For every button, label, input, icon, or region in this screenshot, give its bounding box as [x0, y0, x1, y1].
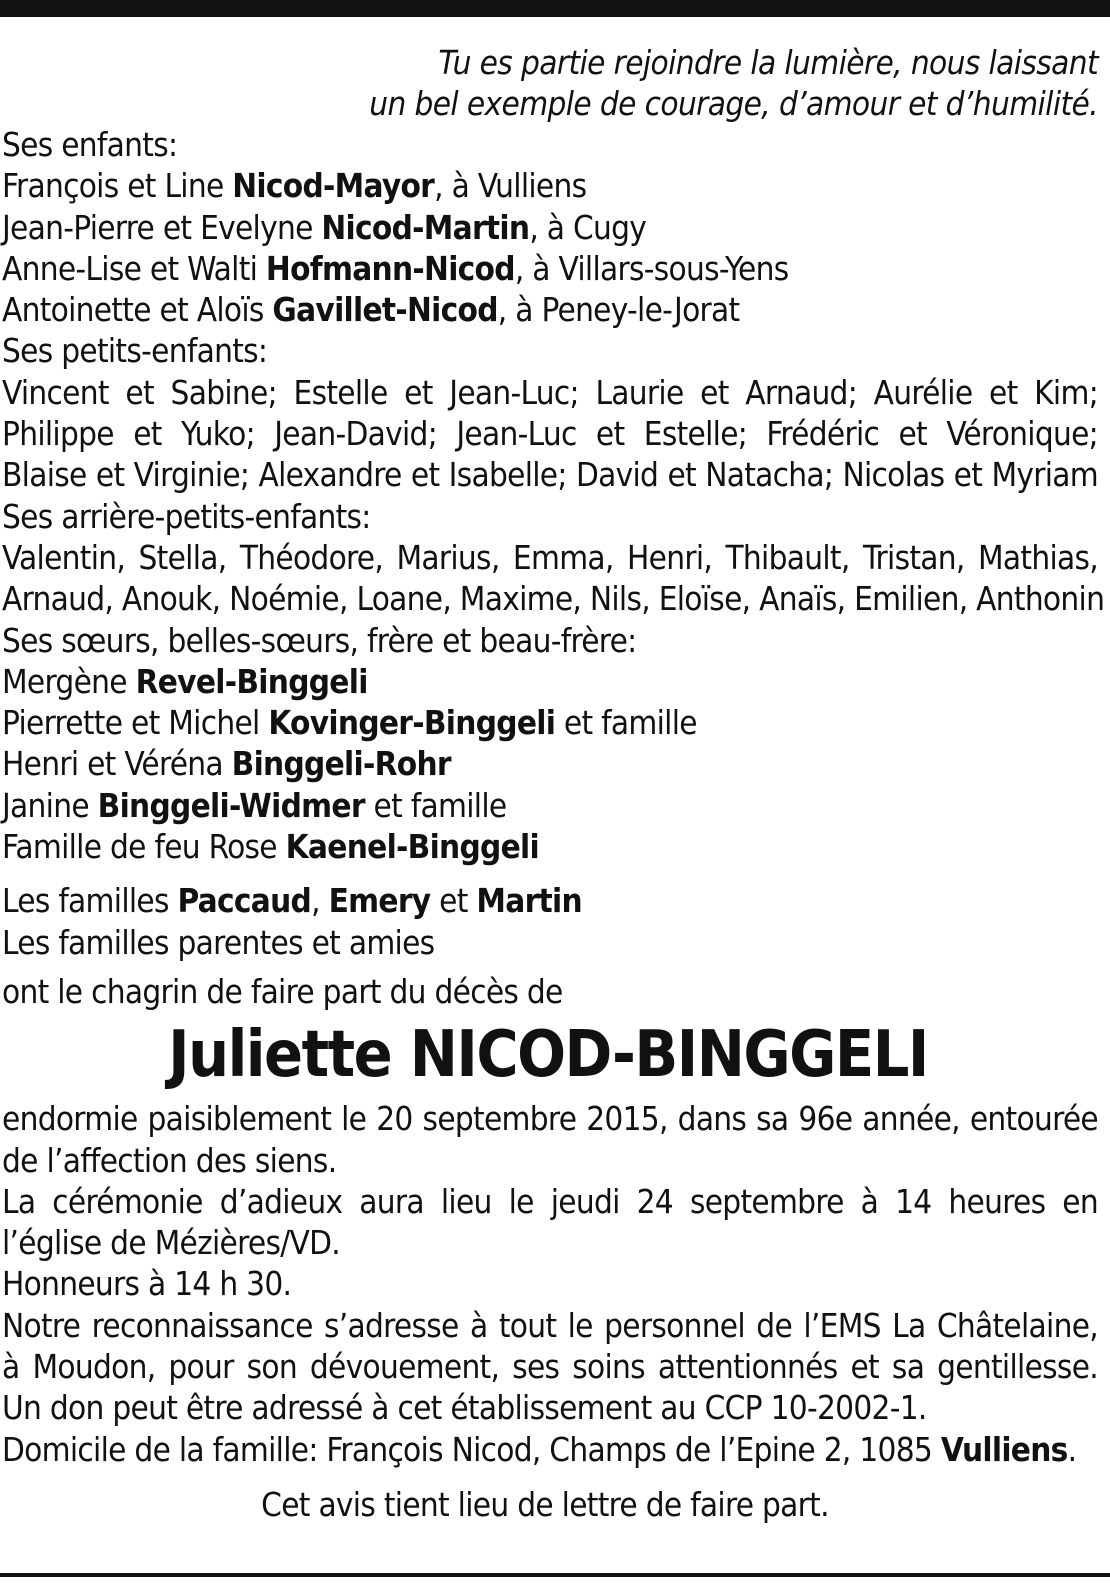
entry-surname: Gavillet-Nicod [272, 290, 498, 330]
entry-surname: Nicod-Mayor [232, 166, 435, 206]
entry-surname: Binggeli-Widmer [97, 785, 365, 825]
bottom-border-rule [0, 1573, 1110, 1577]
grandchildren-line: Philippe et Yuko; Jean-David; Jean-Luc et Estelle; Frédéric et Véronique; [2, 414, 1098, 454]
sibling-entry [2, 826, 1098, 867]
entry-place: , à Peney-le-Jorat [497, 290, 740, 330]
sibling-entry [2, 785, 1098, 826]
domicile-address: Domicile de la famille: François Nicod, Champs de l’Epine 2, 1085 [2, 1429, 941, 1469]
siblings-heading: Ses sœurs, belles-sœurs, frère et beau-frère: [2, 620, 637, 660]
grandchildren-line: Vincent et Sabine; Estelle et Jean-Luc; Laurie et Arnaud; Aurélie et Kim; [2, 372, 1098, 412]
entry-names: François et Line [2, 166, 233, 206]
entry-surname: Revel-Binggeli [135, 661, 368, 701]
great-grandchildren-heading: Ses arrière-petits-enfants: [2, 496, 371, 536]
entry-surname: Binggeli-Rohr [231, 744, 451, 784]
epigraph [2, 42, 1098, 124]
families-section [2, 880, 1098, 963]
entry-names: Antoinette et Aloïs [2, 290, 273, 330]
closing-note: Cet avis tient lieu de lettre de faire part. [261, 1484, 829, 1524]
detail-line: de l’affection des siens. [2, 1140, 337, 1180]
grandchildren-section [2, 330, 1098, 495]
detail-line: La cérémonie d’adieux aura lieu le jeudi 24 septembre à 14 heures en [2, 1181, 1098, 1221]
great-grandchildren-section [2, 496, 1105, 620]
entry-place: , à Vulliens [434, 166, 587, 206]
family-surname: Martin [476, 881, 582, 921]
entry-surname: Kovinger-Binggeli [268, 703, 556, 743]
grandchildren-line: Blaise et Virginie; Alexandre et Isabelle; David et Natacha; Nicolas et Myriam [2, 455, 1098, 495]
details-section [2, 1098, 1098, 1470]
entry-names: Famille de feu Rose [2, 827, 286, 867]
epigraph-line: Tu es partie rejoindre la lumière, nous laissant [438, 43, 1098, 82]
entry-surname: Nicod-Martin [321, 207, 530, 247]
families-line [2, 880, 1098, 921]
entry-place: , à Villars-sous-Yens [514, 248, 789, 288]
entry-names: Henri et Véréna [2, 744, 232, 784]
domicile-line [2, 1429, 1098, 1470]
entry-names: Mergène [2, 661, 136, 701]
detail-line: l’église de Mézières/VD. [2, 1223, 341, 1263]
entry-surname: Kaenel-Binggeli [285, 827, 539, 867]
child-entry [2, 289, 1098, 330]
entry-place: , à Cugy [529, 207, 647, 247]
child-entry [2, 207, 1098, 248]
domicile-town: Vulliens [940, 1429, 1068, 1469]
grandchildren-heading: Ses petits-enfants: [2, 331, 268, 371]
family-surname: Emery [328, 881, 431, 921]
families-text: et [430, 881, 477, 921]
siblings-section [2, 620, 1098, 868]
detail-line: endormie paisiblement le 20 septembre 2015, dans sa 96e année, entourée [2, 1099, 1098, 1139]
families-text: , [311, 881, 329, 921]
obituary-notice [2, 42, 1105, 1525]
great-grandchildren-line: Valentin, Stella, Théodore, Marius, Emma, Henri, Thibault, Tristan, Mathias, [2, 537, 1098, 577]
children-section [2, 124, 1098, 330]
detail-line: Notre reconnaissance s’adresse à tout le personnel de l’EMS La Châtelaine, [2, 1305, 1098, 1345]
top-border-rule [0, 0, 1110, 17]
domicile-period: . [1067, 1429, 1077, 1469]
children-heading: Ses enfants: [2, 125, 178, 164]
families-line: Les familles parentes et amies [2, 922, 435, 962]
sibling-entry [2, 661, 1098, 702]
entry-suffix: et famille [364, 785, 507, 825]
child-entry [2, 248, 1098, 289]
entry-names: Jean-Pierre et Evelyne [2, 207, 322, 247]
detail-line: Un don peut être adressé à cet établissement au CCP 10-2002-1. [2, 1388, 927, 1428]
sibling-entry [2, 743, 1098, 784]
child-entry [2, 165, 1098, 206]
families-text: Les familles [2, 881, 178, 921]
sibling-entry [2, 702, 1098, 743]
entry-names: Pierrette et Michel [2, 703, 269, 743]
detail-line: à Moudon, pour son dévouement, ses soins attentionnés et sa gentillesse. [2, 1347, 1098, 1387]
epigraph-line: un bel exemple de courage, d’amour et d’humilité. [369, 84, 1098, 123]
announcement-line: ont le chagrin de faire part du décès de [2, 971, 563, 1011]
deceased-name: Juliette NICOD-BINGGELI [168, 1018, 928, 1093]
detail-line: Honneurs à 14 h 30. [2, 1264, 292, 1304]
entry-surname: Hofmann-Nicod [265, 248, 515, 288]
family-surname: Paccaud [177, 881, 312, 921]
great-grandchildren-line: Arnaud, Anouk, Noémie, Loane, Maxime, Nils, Eloïse, Anaïs, Emilien, Anthonin [2, 579, 1105, 619]
entry-names: Janine [2, 785, 98, 825]
entry-names: Anne-Lise et Walti [2, 248, 266, 288]
entry-suffix: et famille [555, 703, 697, 743]
